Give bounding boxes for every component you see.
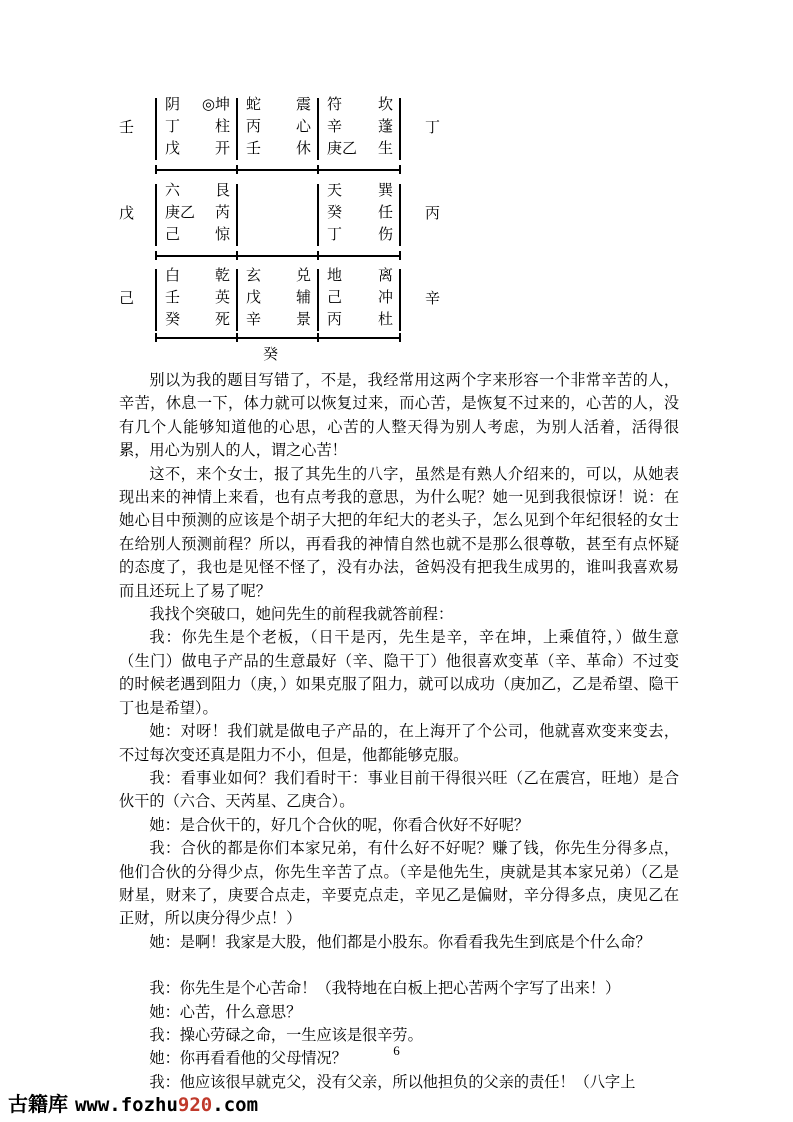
palace-cell-right: 震 — [295, 95, 311, 113]
palace-cell-left: 玄 — [246, 266, 262, 284]
grid-vertical-line — [155, 98, 157, 160]
right-stem: 辛 — [425, 289, 441, 307]
palace-cell-right: 伤 — [377, 225, 393, 243]
grid-tick — [317, 333, 319, 342]
palace-cell-right: 开 — [214, 139, 230, 157]
paragraph: 我：你先生是个心苦命！（我特地在白板上把心苦两个字写了出来！） — [149, 979, 621, 998]
qimen-chart — [115, 93, 455, 363]
grid-tick — [236, 333, 238, 342]
paragraph: 我：你先生是个老板，（日干是丙，先生是辛，辛在坤，上乘值符，）做生意（生门）做电子产品的生意最好（辛、隐干丁）他很喜欢变革（辛、革命）不过变的时候老遇到阻力（庚，）如果克服了阻力，就可以成功（庚加乙，乙是希望、隐干丁也是希望）。 — [119, 628, 679, 717]
grid-horizontal-line — [155, 337, 400, 339]
palace-cell-left: 白 — [165, 266, 181, 284]
palace-cell-right: 艮 — [214, 181, 230, 199]
palace-cell-right: 景 — [295, 310, 311, 328]
palace-cell-left: 辛 — [327, 117, 343, 135]
palace-cell-left: 庚乙 — [165, 203, 196, 221]
palace-cell-left: 壬 — [246, 139, 262, 157]
footer-watermark — [8, 1088, 258, 1117]
left-stem: 壬 — [119, 118, 135, 136]
palace-cell-right: 蓬 — [377, 117, 393, 135]
palace-cell-right: 兑 — [295, 266, 311, 284]
paragraph: 我：合伙的都是你们本家兄弟，有什么好不好呢？赚了钱，你先生分得多点，他们合伙的分得少点，你先生辛苦了点。（辛是他先生，庚就是其本家兄弟）（乙是财星，财来了，庚要合点走，辛要克点走，辛见乙是偏财，辛分得多点，庚见乙在正财，所以庚分得少点！） — [119, 839, 679, 928]
footer-brand: 古籍库 — [8, 1092, 68, 1116]
grid-vertical-line — [399, 269, 401, 331]
paragraph: 她：是啊！我家是大股，他们都是小股东。你看看我先生到底是个什么命？ — [149, 932, 651, 951]
palace-cell-right: 冲 — [377, 288, 393, 306]
grid-tick — [155, 165, 157, 174]
palace-cell-right: 休 — [295, 139, 311, 157]
palace-cell-right: 辅 — [295, 288, 311, 306]
grid-tick — [236, 165, 238, 174]
grid-horizontal-line — [155, 255, 400, 257]
footer-url-suffix: .com — [212, 1094, 259, 1116]
palace-cell-right: 芮 — [214, 203, 230, 221]
palace-cell-right: 任 — [377, 203, 393, 221]
grid-vertical-line — [155, 184, 157, 246]
page-number: 6 — [393, 1043, 400, 1058]
palace-cell-left: 辛 — [246, 310, 262, 328]
grid-tick — [155, 251, 157, 260]
palace-cell-left: 丙 — [246, 117, 262, 135]
grid-vertical-line — [236, 98, 238, 160]
palace-cell-left: 地 — [327, 266, 343, 284]
palace-cell-right: 心 — [295, 117, 311, 135]
right-stem: 丙 — [425, 204, 441, 222]
paragraph: 我：操心劳碌之命，一生应该是很辛劳。 — [149, 1025, 423, 1044]
grid-vertical-line — [236, 184, 238, 246]
palace-cell-left: 戊 — [165, 139, 181, 157]
paragraph: 她：是合伙干的，好几个合伙的呢，你看合伙好不好呢？ — [149, 815, 530, 834]
right-stem: 丁 — [425, 118, 441, 136]
grid-vertical-line — [317, 98, 319, 160]
paragraph: 她：你再看看他的父母情况？ — [149, 1049, 347, 1068]
bottom-stem: 癸 — [263, 345, 279, 363]
palace-cell-left: 庚乙 — [327, 139, 358, 157]
palace-cell-left: 阴 — [165, 95, 181, 113]
palace-cell-left: 癸 — [165, 310, 181, 328]
grid-tick — [399, 251, 401, 260]
palace-cell-left: 丙 — [327, 310, 343, 328]
palace-cell-right: 巽 — [377, 181, 393, 199]
grid-vertical-line — [399, 98, 401, 160]
palace-cell-right: 惊 — [214, 225, 230, 243]
palace-cell-right: 英 — [214, 288, 230, 306]
paragraph: 我：他应该很早就克父，没有父亲，所以他担负的父亲的责任！（八字上 — [149, 1072, 636, 1091]
palace-cell-left: 六 — [165, 181, 181, 199]
paragraph: 别以为我的题目写错了，不是，我经常用这两个字来形容一个非常辛苦的人，辛苦，休息一下，体力就可以恢复过来，而心苦，是恢复不过来的，心苦的人，没有几个人能够知道他的心思，心苦的人整天得为别人考虑，为别人活着，活得很累，用心为别人的人，谓之心苦！ — [119, 371, 679, 460]
left-stem: 戊 — [119, 204, 135, 222]
grid-vertical-line — [155, 269, 157, 331]
grid-tick — [399, 165, 401, 174]
palace-cell-right: 死 — [214, 310, 230, 328]
left-stem: 己 — [119, 289, 135, 307]
article-body — [119, 369, 679, 1094]
palace-cell-right: 乾 — [214, 266, 230, 284]
palace-cell-left: 符 — [327, 95, 343, 113]
grid-tick — [236, 251, 238, 260]
paragraph: 我找个突破口，她问先生的前程我就答前程： — [149, 605, 454, 624]
palace-cell-left: 己 — [327, 288, 343, 306]
palace-cell-right: 坎 — [377, 95, 393, 113]
palace-cell-left: 癸 — [327, 203, 343, 221]
palace-cell-left: 壬 — [165, 288, 181, 306]
grid-tick — [317, 165, 319, 174]
grid-horizontal-line — [155, 169, 400, 171]
paragraph: 她：心苦，什么意思？ — [149, 1002, 302, 1021]
palace-cell-left: 天 — [327, 181, 343, 199]
grid-tick — [317, 251, 319, 260]
palace-cell-right: ◎坤 — [201, 95, 230, 113]
palace-cell-left: 丁 — [327, 225, 343, 243]
palace-cell-left: 己 — [165, 225, 181, 243]
palace-cell-right: 生 — [377, 139, 393, 157]
grid-tick — [155, 333, 157, 342]
footer-url-number: 920 — [177, 1094, 213, 1116]
palace-cell-left: 蛇 — [246, 95, 262, 113]
grid-vertical-line — [236, 269, 238, 331]
grid-vertical-line — [317, 269, 319, 331]
paragraph: 她：对呀！我们就是做电子产品的，在上海开了个公司，他就喜欢变来变去，不过每次变还真是阻力不小，但是，他都能够克服。 — [119, 722, 679, 764]
palace-cell-right: 离 — [377, 266, 393, 284]
grid-vertical-line — [399, 184, 401, 246]
palace-cell-right: 柱 — [214, 117, 230, 135]
palace-cell-left: 戊 — [246, 288, 262, 306]
palace-cell-right: 杜 — [377, 310, 393, 328]
grid-tick — [399, 333, 401, 342]
paragraph: 这不，来个女士，报了其先生的八字，虽然是有熟人介绍来的，可以，从她表现出来的神情上来看，也有点考我的意思，为什么呢？她一见到我很惊讶！说：在她心目中预测的应该是个胡子大把的年纪大的老头子，怎么见到个年纪很轻的女士在给别人预测前程？所以，再看我的神情自然也就不是那么很尊敬，甚至有点怀疑的态度了，我也是见怪不怪了，没有办法，爸妈没有把我生成男的，谁叫我喜欢易而且还玩上了易了呢？ — [119, 464, 679, 600]
footer-url-prefix: www.fozhu — [74, 1094, 178, 1116]
grid-vertical-line — [317, 184, 319, 246]
paragraph: 我：看事业如何？我们看时干：事业目前干得很兴旺（乙在震宫，旺地）是合伙干的（六合、天芮星、乙庚合）。 — [119, 768, 679, 811]
palace-cell-left: 丁 — [165, 117, 181, 135]
